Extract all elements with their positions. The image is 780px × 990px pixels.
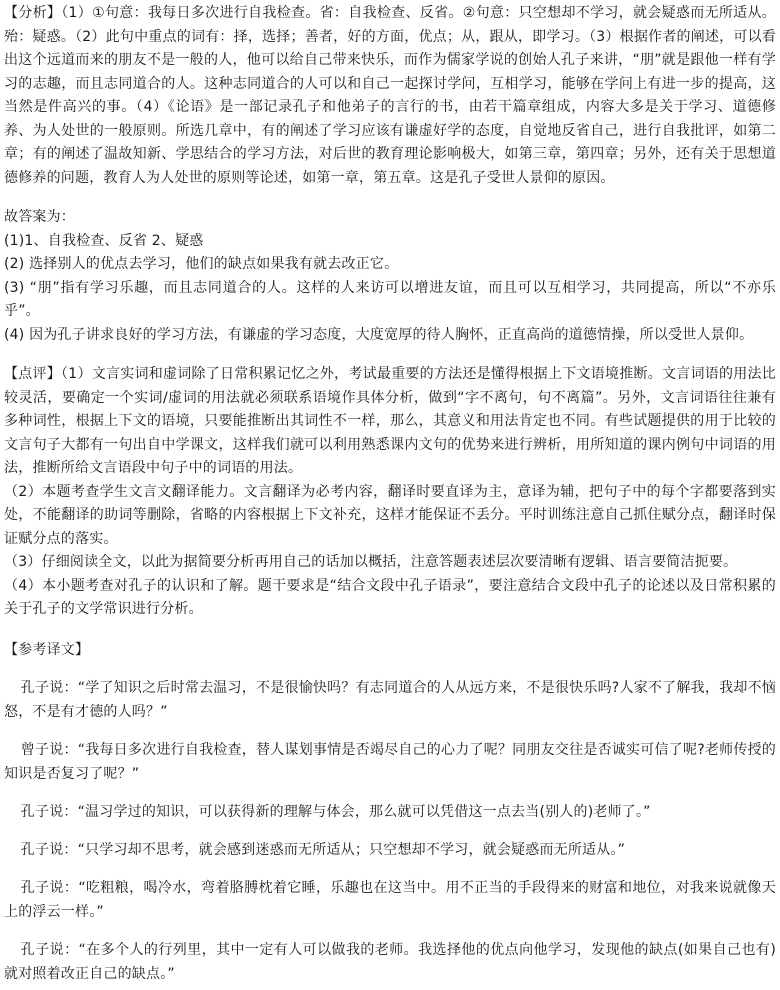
comment-paragraph-4: （4）本小题考查对孔子的认识和了解。题干要求是“结合文段中孔子语录”，要注意结合文段中孔子的论述以及日常积累的关于孔子的文学常识进行分析。 [4, 577, 776, 617]
translation-paragraph-4: 孔子说：“只学习却不思考，就会感到迷惑而无所适从；只空想却不学习，就会疑惑而无所适从。” [20, 841, 626, 858]
answer-line-4: (4) 因为孔子讲求良好的学习方法，有谦虚的学习态度，大度宽厚的待人胸怀，正直高尚的道德情操，所以受世人景仰。 [4, 326, 754, 343]
analysis-section [4, 2, 776, 190]
translation-paragraph-6: 孔子说：“在多个人的行列里，其中一定有人可以做我的老师。我选择他的优点向他学习，发现他的缺点(如果自己也有)就对照着改正自己的缺点。” [4, 941, 776, 982]
translation-section [4, 638, 776, 986]
translation-paragraph-1: 孔子说：“学了知识之后时常去温习，不是很愉快吗？有志同道合的人从远方来，不是很快乐吗?人家不了解我，我却不恼怒，不是有才德的人吗？” [4, 679, 776, 720]
translation-paragraph-5: 孔子说：“吃粗粮，喝冷水，弯着胳膊枕着它睡，乐趣也在这当中。用不正当的手段得来的财富和地位，对我来说就像天上的浮云一样。” [4, 879, 776, 920]
answer-line-3: (3) “朋”指有学习乐趣，而且志同道合的人。这样的人来访可以增进友谊，而且可以互相学习，共同提高，所以“不亦乐乎”。 [4, 279, 776, 319]
answer-section [4, 206, 776, 347]
comment-paragraph-3: （3）仔细阅读全文，以此为据简要分析再用自己的话加以概括，注意答题表述层次要清晰有逻辑、语言要简洁扼要。 [4, 554, 738, 570]
translation-paragraph-3: 孔子说：“温习学过的知识，可以获得新的理解与体会，那么就可以凭借这一点去当(别人的)老师了。” [20, 803, 651, 820]
answer-intro: 故答案为： [4, 209, 75, 225]
comment-section [4, 363, 776, 622]
translation-heading: 【参考译文】 [4, 641, 90, 658]
answer-line-2: (2) 选择别人的优点去学习，他们的缺点如果我有就去改正它。 [4, 256, 399, 272]
answer-line-1: (1)1、自我检查、反省 2、疑惑 [4, 232, 204, 249]
analysis-text: 【分析】（1）①句意：我每日多次进行自我检查。省：自我检查、反省。②句意：只空想却不学习，就会疑惑而无所适从。殆：疑惑。（2）此句中重点的词有：择，选择；善者，好的方面，优点；从，跟从，即学习。（3）根据作者的阐述，可以看出这个远道而来的朋友不是一般的人，他可以给自己带来快乐，而作为儒家学说的创始人孔子来讲，“朋”就是跟他一样有学习的志趣，而且志同道合的人。这种志同道合的人可以和自己一起探讨学问，互相学习，能够在学问上有进一步的提高，这当然是件高兴的事。（4）《论语》是一部记录孔子和他弟子的言行的书，由若干篇章组成，内容大多是关于学习、道德修养、为人处世的一般原则。所选几章中，有的阐述了学习应该有谦虚好学的态度，自觉地反省自己，进行自我批评，如第二章；有的阐述了温故知新、学思结合的学习方法，对后世的教育理论影响极大，如第三章，第四章；另外，还有关于思想道德修养的问题，教育人为人处世的原则等论述，如第一章，第五章。这是孔子受世人景仰的原因。 [4, 5, 776, 186]
comment-paragraph-2: （2）本题考查学生文言文翻译能力。文言翻译为必考内容，翻译时要直译为主，意译为辅，把句子中的每个字都要落到实处，不能翻译的助词等删除，省略的内容根据上下文补充，这样才能保证不丢分。平时训练注意自己抓住赋分点，翻译时保证赋分点的落实。 [4, 483, 776, 547]
comment-paragraph-1: 【点评】（1）文言实词和虚词除了日常积累记忆之外，考试最重要的方法还是懂得根据上下文语境推断。文言词语的用法比较灵活，要确定一个实词/虚词的用法就必须联系语境作具体分析，做到“字不离句，句不离篇”。另外，文言词语往往兼有多种词性，根据上下文的语境，只要能推断出其词性不一样，那么，其意义和用法肯定也不同。有些试题提供的用于比较的文言句子大都有一句出自中学课文，这样我们就可以利用熟悉课内文句的优势来进行辨析，用所知道的课内例句中词语的用法，推断所给文言语段中句子中的词语的用法。 [4, 366, 776, 476]
translation-paragraph-2: 曾子说：“我每日多次进行自我检查，替人谋划事情是否竭尽自己的心力了呢？同朋友交往是否诚实可信了呢?老师传授的知识是否复习了呢？” [4, 741, 776, 782]
